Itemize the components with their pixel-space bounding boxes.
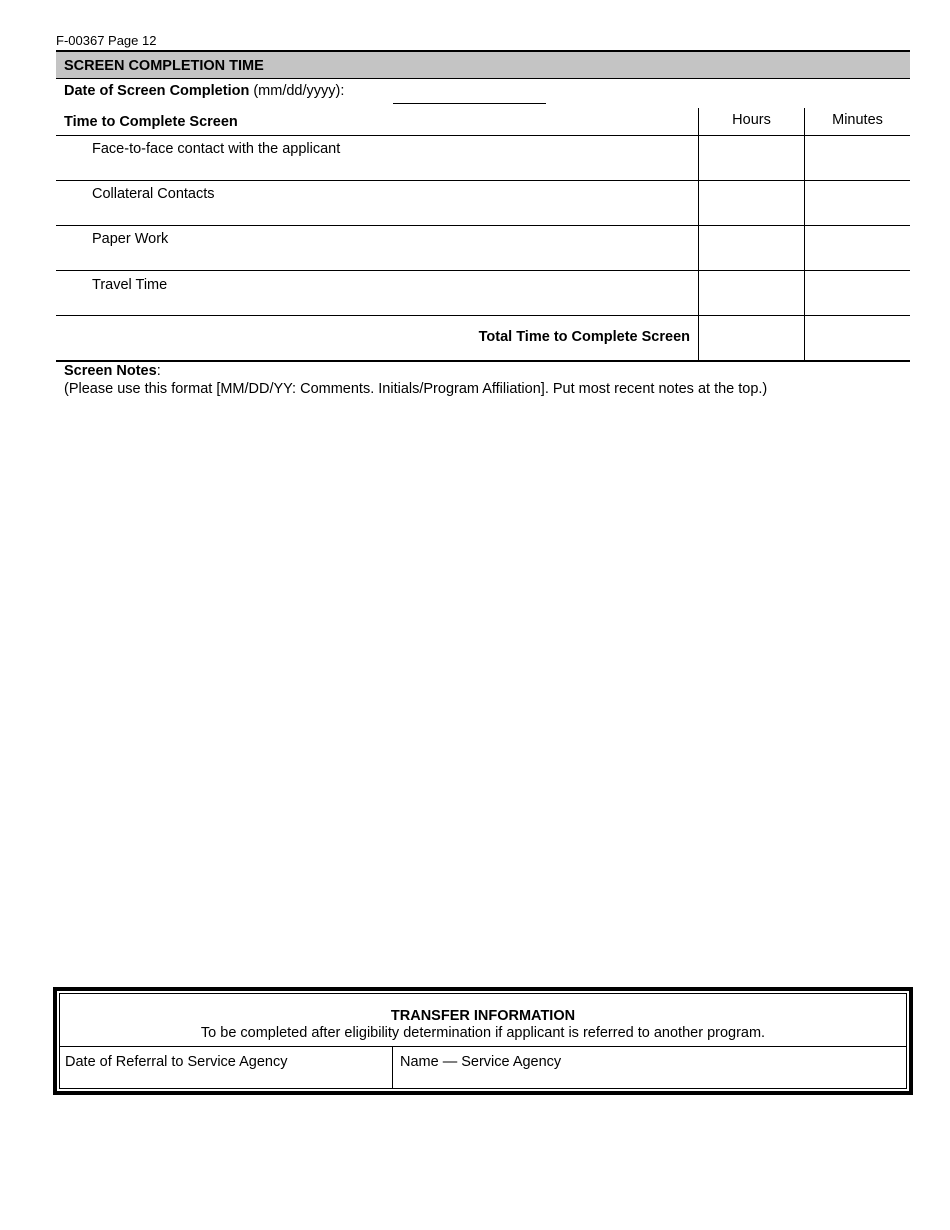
hours-column-header: Hours — [732, 112, 771, 128]
referral-date-label: Date of Referral to Service Agency — [65, 1054, 288, 1070]
minutes-input-travel-time[interactable] — [805, 271, 910, 315]
transfer-title: TRANSFER INFORMATION — [390, 1008, 576, 1024]
minutes-input-face-to-face[interactable] — [805, 136, 910, 180]
transfer-subtitle: To be completed after eligibility determination if applicant is referred to another program. — [200, 1025, 766, 1041]
screen-notes-hint: (Please use this format [MM/DD/YY: Comments. Initials/Program Affiliation]. Put most recent notes at the top.) — [64, 381, 768, 397]
hours-input-travel-time[interactable] — [699, 271, 804, 315]
completion-date-label-bold: Date of Screen Completion — [64, 83, 250, 99]
section-title: SCREEN COMPLETION TIME — [64, 58, 264, 74]
total-time-label: Total Time to Complete Screen — [478, 329, 690, 345]
hours-input-collateral-contacts[interactable] — [699, 181, 804, 225]
service-agency-name-field[interactable] — [393, 1046, 906, 1088]
screen-notes-label-bold: Screen Notes — [64, 363, 157, 379]
form-id-header: F-00367 Page 12 — [56, 33, 157, 48]
row-label-face-to-face: Face-to-face contact with the applicant — [92, 141, 341, 157]
time-table — [56, 108, 910, 362]
row-label-collateral-contacts: Collateral Contacts — [92, 186, 215, 202]
minutes-input-paper-work[interactable] — [805, 226, 910, 270]
transfer-information-inner — [59, 993, 907, 1089]
screen-notes-textarea[interactable] — [56, 402, 910, 972]
total-minutes-input[interactable] — [805, 316, 910, 360]
total-hours-input[interactable] — [699, 316, 804, 360]
completion-date-field[interactable] — [393, 103, 546, 104]
table-bottom-border — [56, 360, 910, 362]
minutes-input-collateral-contacts[interactable] — [805, 181, 910, 225]
row-label-paper-work: Paper Work — [92, 231, 169, 247]
row-label-travel-time: Travel Time — [92, 277, 168, 293]
completion-date-format: (mm/dd/yyyy): — [253, 83, 345, 99]
hours-input-face-to-face[interactable] — [699, 136, 804, 180]
service-agency-name-label: Name — Service Agency — [400, 1054, 562, 1070]
referral-date-field[interactable] — [60, 1046, 392, 1088]
minutes-column-header: Minutes — [832, 112, 883, 128]
transfer-information-box — [53, 987, 913, 1095]
completion-date-label — [64, 83, 344, 99]
time-table-header: Time to Complete Screen — [64, 114, 238, 130]
section-title-bar — [56, 50, 910, 79]
screen-notes-colon: : — [156, 363, 161, 379]
hours-input-paper-work[interactable] — [699, 226, 804, 270]
screen-notes-label — [64, 363, 161, 379]
